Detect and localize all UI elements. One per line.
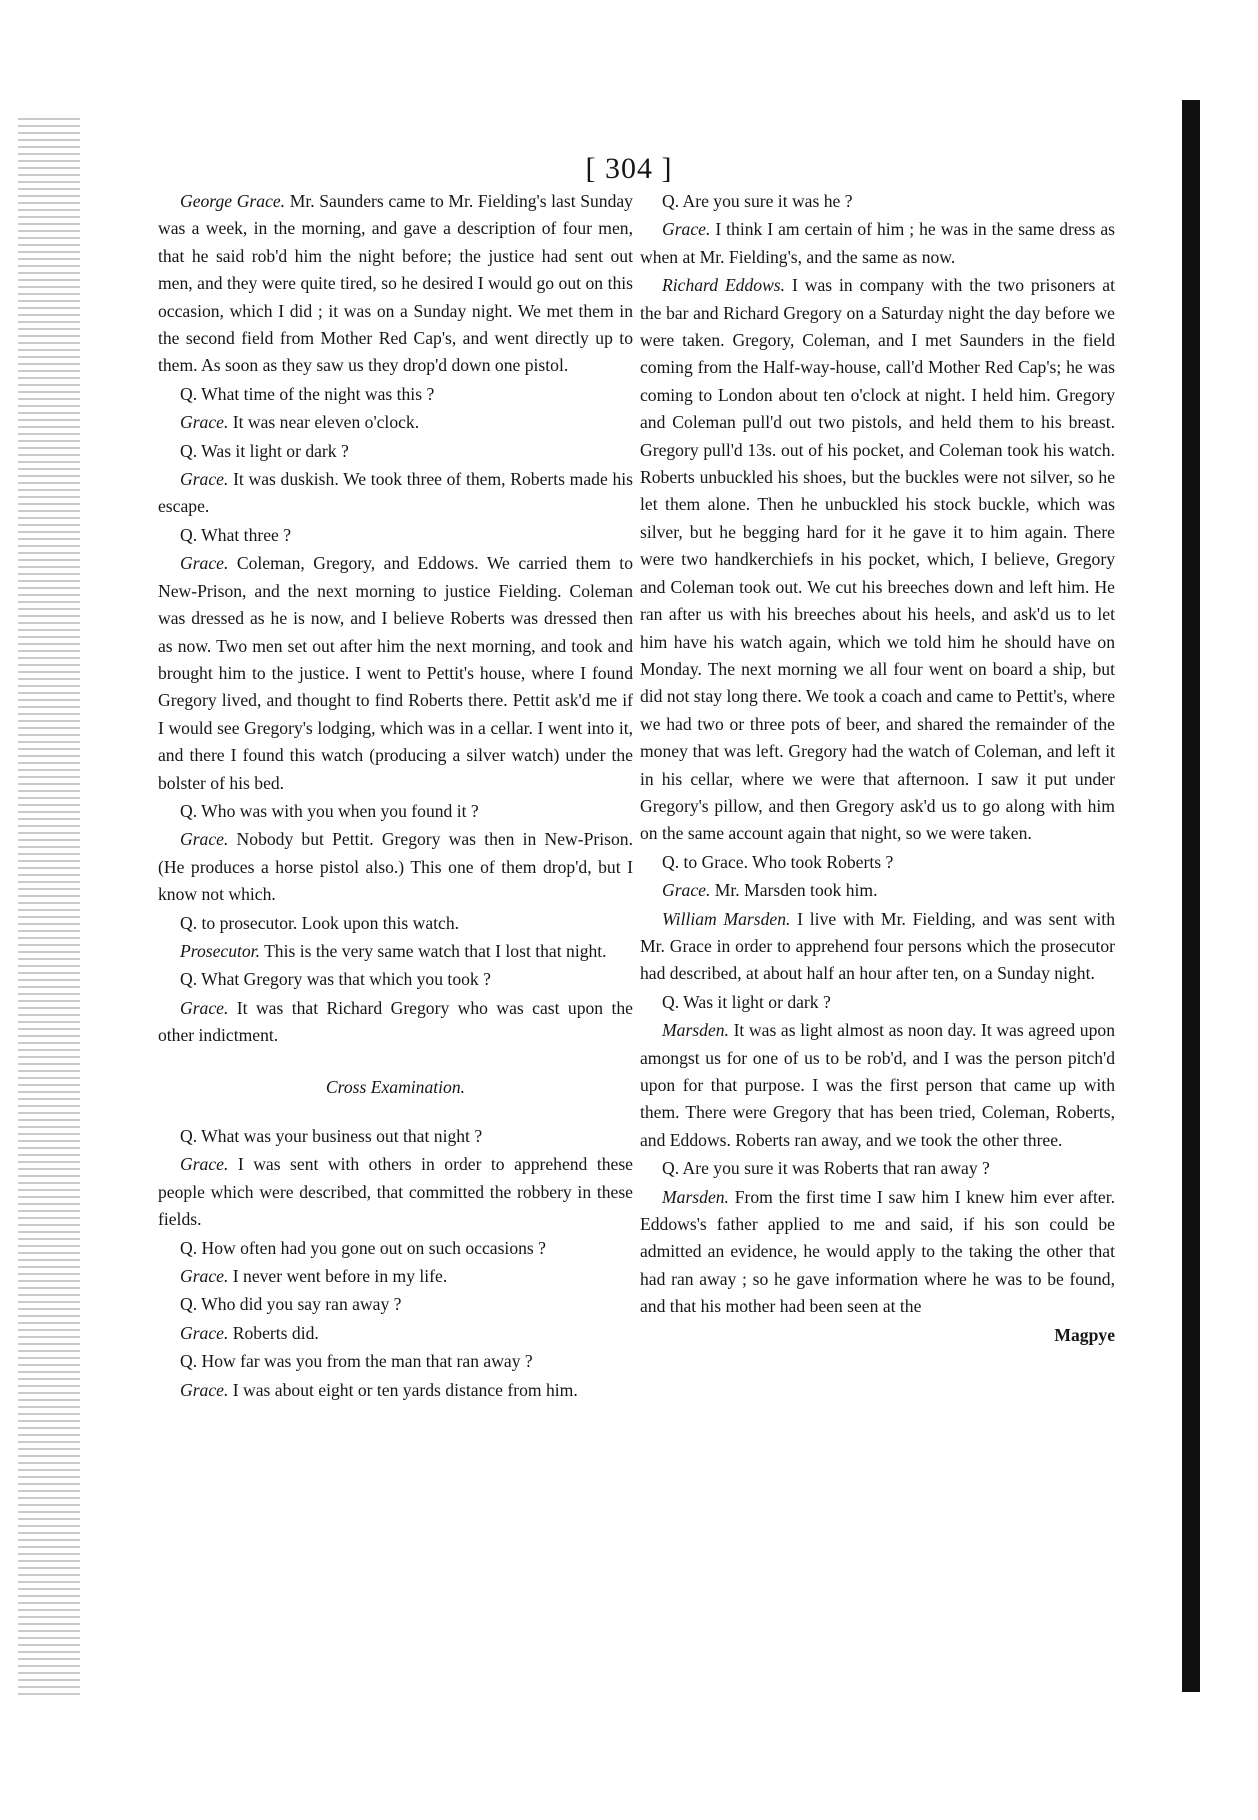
speaker-name: Richard Eddows. bbox=[662, 275, 786, 296]
paragraph bbox=[158, 1320, 633, 1347]
paragraph-text: Roberts did. bbox=[228, 1322, 319, 1343]
paragraph bbox=[158, 409, 633, 436]
speaker-name: Marsden. bbox=[662, 1020, 729, 1041]
speaker-name: Grace. bbox=[180, 412, 229, 433]
paragraph-text: It was duskish. We took three of them, Roberts made his escape. bbox=[158, 469, 633, 517]
paragraph-text: I think I am certain of him ; he was in the same dress as when at Mr. Fielding's, and the same as now. bbox=[640, 219, 1115, 267]
speaker-name: Grace. bbox=[180, 1379, 229, 1400]
paragraph-text: Nobody but Pettit. Gregory was then in New-Prison. (He produces a horse pistol also.) This one of them drop'd, but I know not which. bbox=[158, 829, 633, 905]
speaker-name: Prosecutor. bbox=[180, 940, 260, 961]
paragraph-text: Q. to prosecutor. Look upon this watch. bbox=[180, 912, 460, 933]
paragraph bbox=[158, 798, 633, 825]
paragraph bbox=[158, 438, 633, 465]
paragraph-text: I live with Mr. Fielding, and was sent with Mr. Grace in order to apprehend four persons which the prosecutor had described, at about half an hour after ten, on a Sunday night. bbox=[640, 908, 1115, 984]
paragraph bbox=[158, 1291, 633, 1318]
speaker-name: Grace. bbox=[180, 1154, 229, 1175]
scan-margin-shadow bbox=[18, 118, 80, 1698]
paragraph-text: Q. Was it light or dark ? bbox=[662, 991, 831, 1012]
paragraph bbox=[158, 522, 633, 549]
paragraph-text: Q. What Gregory was that which you took ? bbox=[180, 969, 491, 990]
paragraph-text: Coleman, Gregory, and Eddows. We carried them to New-Prison, and the next morning to justice Fielding. Coleman was dressed as he is now, and I believe Roberts was dressed then as now. Two men set out after him the next morning, and took and brought him to the justice. I went to Pettit's house, where I found Gregory lived, and thought to find Roberts there. Pettit ask'd me if I would see Gregory's lodging, which was in a cellar. I went into it, and there I found this watch (producing a silver watch) under the bolster of his bed. bbox=[158, 553, 633, 793]
paragraph bbox=[640, 272, 1115, 848]
paragraph-text: Q. How often had you gone out on such occasions ? bbox=[180, 1237, 546, 1258]
paragraph-text: Mr. Saunders came to Mr. Fielding's last Sunday was a week, in the morning, and gave a description of four men, that he said rob'd him the night before; the justice had sent out men, and they were quite tired, so he desired I would go out on this occasion, which I did ; it was on a Sunday night. We met them in the second field from Mother Red Cap's, and went directly up to them. As soon as they saw us they drop'd down one pistol. bbox=[158, 191, 633, 376]
speaker-name: Grace. bbox=[180, 1266, 229, 1287]
paragraph-text: I was sent with others in order to apprehend these people which were described, that committed the robbery in these fields. bbox=[158, 1154, 633, 1230]
paragraph-text: I was in company with the two prisoners at the bar and Richard Gregory on a Saturday night the day before we were taken. Gregory, Coleman, and I met Saunders in the field coming from the Half-way-house, call'd Mother Red Cap's; he was coming to London about ten o'clock at night. I held him. Gregory and Coleman pull'd out two pistols, and held them to his breast. Gregory pull'd 13s. out of his pocket, and Coleman took his watch. Roberts unbuckled his shoes, but the buckles were not silver, so he let them alone. Then he unbuckled his stock buckle, which was silver, but he begging hard for it he gave it to him again. There were two handkerchiefs in his pocket, which, I believe, Gregory and Coleman took out. We cut his breeches down and left him. He ran after us with his breeches about his heels, and ask'd us to let him have his watch again, which we told him he should have on Monday. The next morning we all four went on board a ship, but did not stay long there. We took a coach and came to Pettit's, where we had two or three pots of beer, and shared the remainder of the money that was left. Gregory had the watch of Coleman, and left it in his cellar, where we were that afternoon. I saw it put under Gregory's pillow, and then Gregory ask'd us to go along with him on the same account again that night, so we were taken. bbox=[640, 275, 1116, 844]
paragraph-text: I never went before in my life. bbox=[228, 1266, 448, 1287]
speaker-name: Grace. bbox=[662, 880, 711, 901]
paragraph-text: I was about eight or ten yards distance from him. bbox=[228, 1379, 578, 1400]
paragraph-text: From the first time I saw him I knew him ever after. Eddows's father applied to me and said, if his son could be admitted an evidence, he would apply to the taking the other that had ran away ; so he gave information where he was to be found, and that his mother had been seen at the bbox=[640, 1186, 1115, 1317]
speaker-name: Grace. bbox=[180, 997, 229, 1018]
paragraph bbox=[158, 910, 633, 937]
paragraph bbox=[158, 1263, 633, 1290]
paragraph-text: Q. Who was with you when you found it ? bbox=[180, 800, 479, 821]
scan-edge-bar bbox=[1182, 100, 1200, 1692]
paragraph bbox=[640, 1155, 1115, 1182]
paragraph bbox=[158, 1235, 633, 1262]
speaker-name: Marsden. bbox=[662, 1186, 729, 1207]
paragraph bbox=[158, 1348, 633, 1375]
paragraph bbox=[158, 466, 633, 521]
speaker-name: William Marsden. bbox=[662, 908, 791, 929]
paragraph bbox=[640, 216, 1115, 271]
paragraph-text: Mr. Marsden took him. bbox=[710, 880, 878, 901]
paragraph bbox=[158, 938, 633, 965]
paragraph-text: Q. to Grace. Who took Roberts ? bbox=[662, 851, 894, 872]
paragraph bbox=[158, 966, 633, 993]
right-column-paragraphs bbox=[640, 188, 1115, 1321]
paragraph-text: Q. Are you sure it was he ? bbox=[662, 191, 853, 211]
paragraph bbox=[158, 995, 633, 1050]
left-column bbox=[158, 188, 633, 1405]
speaker-name: George Grace. bbox=[180, 191, 286, 211]
left-column-paragraphs-2 bbox=[158, 1123, 633, 1404]
paragraph bbox=[640, 1017, 1115, 1154]
paragraph-text: Q. What three ? bbox=[180, 524, 292, 545]
speaker-name: Grace. bbox=[180, 469, 229, 490]
paragraph-text: Q. What was your business out that night ? bbox=[180, 1126, 483, 1146]
page-number: [ 304 ] bbox=[585, 152, 673, 185]
paragraph-text: Q. Was it light or dark ? bbox=[180, 440, 349, 461]
paragraph-text: It was near eleven o'clock. bbox=[228, 412, 420, 433]
paragraph bbox=[158, 188, 633, 380]
paragraph bbox=[158, 1123, 633, 1150]
catchword: Magpye bbox=[1054, 1324, 1115, 1345]
speaker-name: Grace. bbox=[180, 553, 229, 574]
paragraph bbox=[158, 1377, 633, 1404]
right-column bbox=[640, 188, 1115, 1350]
paragraph bbox=[640, 849, 1115, 876]
paragraph-text: Q. How far was you from the man that ran away ? bbox=[180, 1351, 533, 1372]
paragraph bbox=[640, 877, 1115, 904]
paragraph bbox=[640, 989, 1115, 1016]
paragraph-text: Q. What time of the night was this ? bbox=[180, 383, 435, 404]
paragraph bbox=[158, 826, 633, 908]
paragraph-text: This is the very same watch that I lost that night. bbox=[259, 940, 607, 961]
paragraph bbox=[158, 381, 633, 408]
paragraph bbox=[640, 188, 1115, 215]
speaker-name: Grace. bbox=[662, 219, 711, 240]
left-column-paragraphs bbox=[158, 188, 633, 1050]
paragraph bbox=[640, 906, 1115, 988]
paragraph-text: Q. Are you sure it was Roberts that ran away ? bbox=[662, 1158, 990, 1179]
paragraph bbox=[158, 1151, 633, 1233]
speaker-name: Grace. bbox=[180, 829, 229, 850]
section-heading: Cross Examination. bbox=[325, 1076, 466, 1097]
paragraph-text: It was that Richard Gregory who was cast upon the other indictment. bbox=[158, 997, 633, 1046]
paragraph-text: It was as light almost as noon day. It was agreed upon amongst us for one of us to be rob'd, and I was the person pitch'd upon for that purpose. I was the first person that came up with them. There were Gregory that has been tried, Coleman, Roberts, and Eddows. Roberts ran away, and we took the other three. bbox=[640, 1020, 1115, 1150]
paragraph bbox=[640, 1184, 1115, 1321]
paragraph bbox=[158, 550, 633, 797]
paragraph-text: Q. Who did you say ran away ? bbox=[180, 1294, 402, 1315]
speaker-name: Grace. bbox=[180, 1322, 229, 1343]
